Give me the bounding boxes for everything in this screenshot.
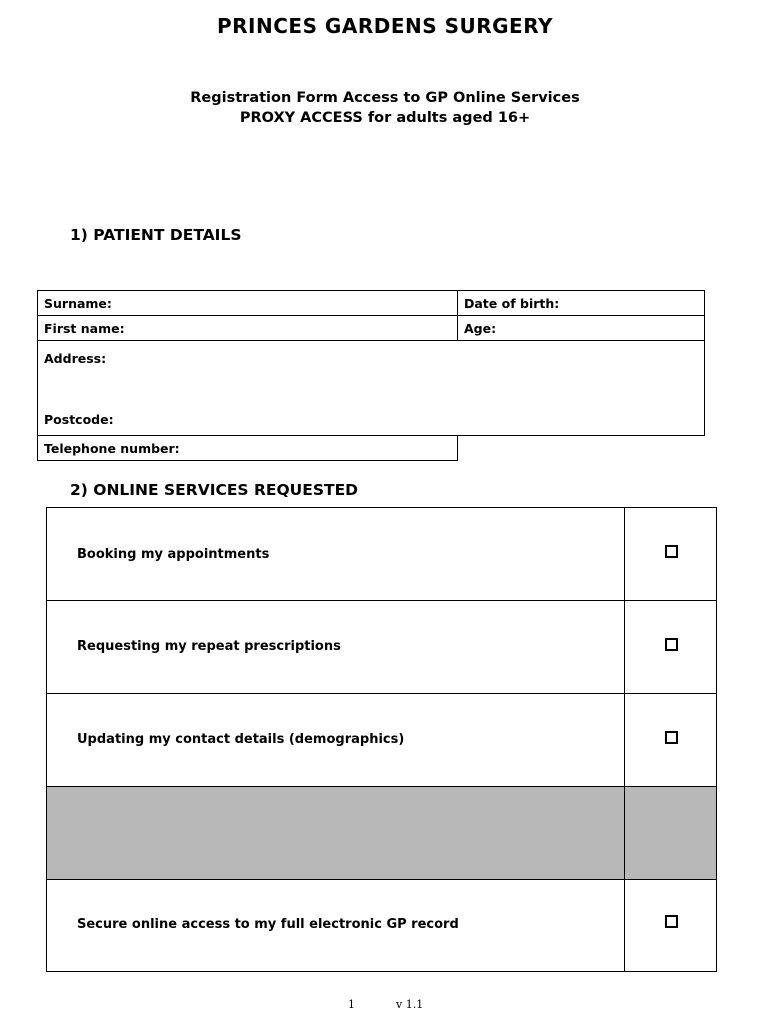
page-number: 1 — [348, 998, 355, 1011]
service-row-prescriptions — [46, 600, 717, 693]
service-label: Secure online access to my full electronic GP record — [77, 917, 459, 932]
column-divider — [624, 508, 625, 600]
telephone-field[interactable] — [37, 435, 458, 461]
column-divider — [624, 601, 625, 693]
service-label: Booking my appointments — [77, 547, 270, 562]
column-divider — [624, 694, 625, 786]
full-record-checkbox[interactable] — [665, 915, 678, 928]
practice-name: PRINCES GARDENS SURGERY — [216, 14, 554, 38]
form-subtitle: PROXY ACCESS for adults aged 16+ — [239, 110, 531, 126]
first-name-field[interactable] — [37, 315, 458, 341]
service-row-contact-details — [46, 693, 717, 786]
address-field[interactable] — [37, 340, 705, 436]
online-services-heading: 2) ONLINE SERVICES REQUESTED — [70, 481, 359, 499]
form-title: Registration Form Access to GP Online Services — [190, 90, 580, 106]
address-label: Address: — [44, 351, 107, 366]
contact-details-checkbox[interactable] — [665, 731, 678, 744]
service-label: Updating my contact details (demographics) — [77, 732, 405, 747]
date-of-birth-label: Date of birth: — [464, 296, 560, 311]
version-label: v 1.1 — [396, 998, 424, 1011]
service-row-shaded — [46, 786, 717, 879]
patient-details-heading: 1) PATIENT DETAILS — [70, 226, 242, 244]
appointments-checkbox[interactable] — [665, 545, 678, 558]
first-name-label: First name: — [44, 321, 125, 336]
prescriptions-checkbox[interactable] — [665, 638, 678, 651]
date-of-birth-field[interactable] — [457, 290, 705, 316]
service-row-appointments — [46, 507, 717, 600]
column-divider — [624, 787, 625, 879]
telephone-label: Telephone number: — [44, 441, 180, 456]
surname-field[interactable] — [37, 290, 458, 316]
service-label: Requesting my repeat prescriptions — [77, 639, 341, 654]
service-row-full-record — [46, 879, 717, 972]
postcode-label: Postcode: — [44, 412, 114, 427]
age-label: Age: — [464, 321, 497, 336]
surname-label: Surname: — [44, 296, 112, 311]
column-divider — [624, 880, 625, 971]
age-field[interactable] — [457, 315, 705, 341]
